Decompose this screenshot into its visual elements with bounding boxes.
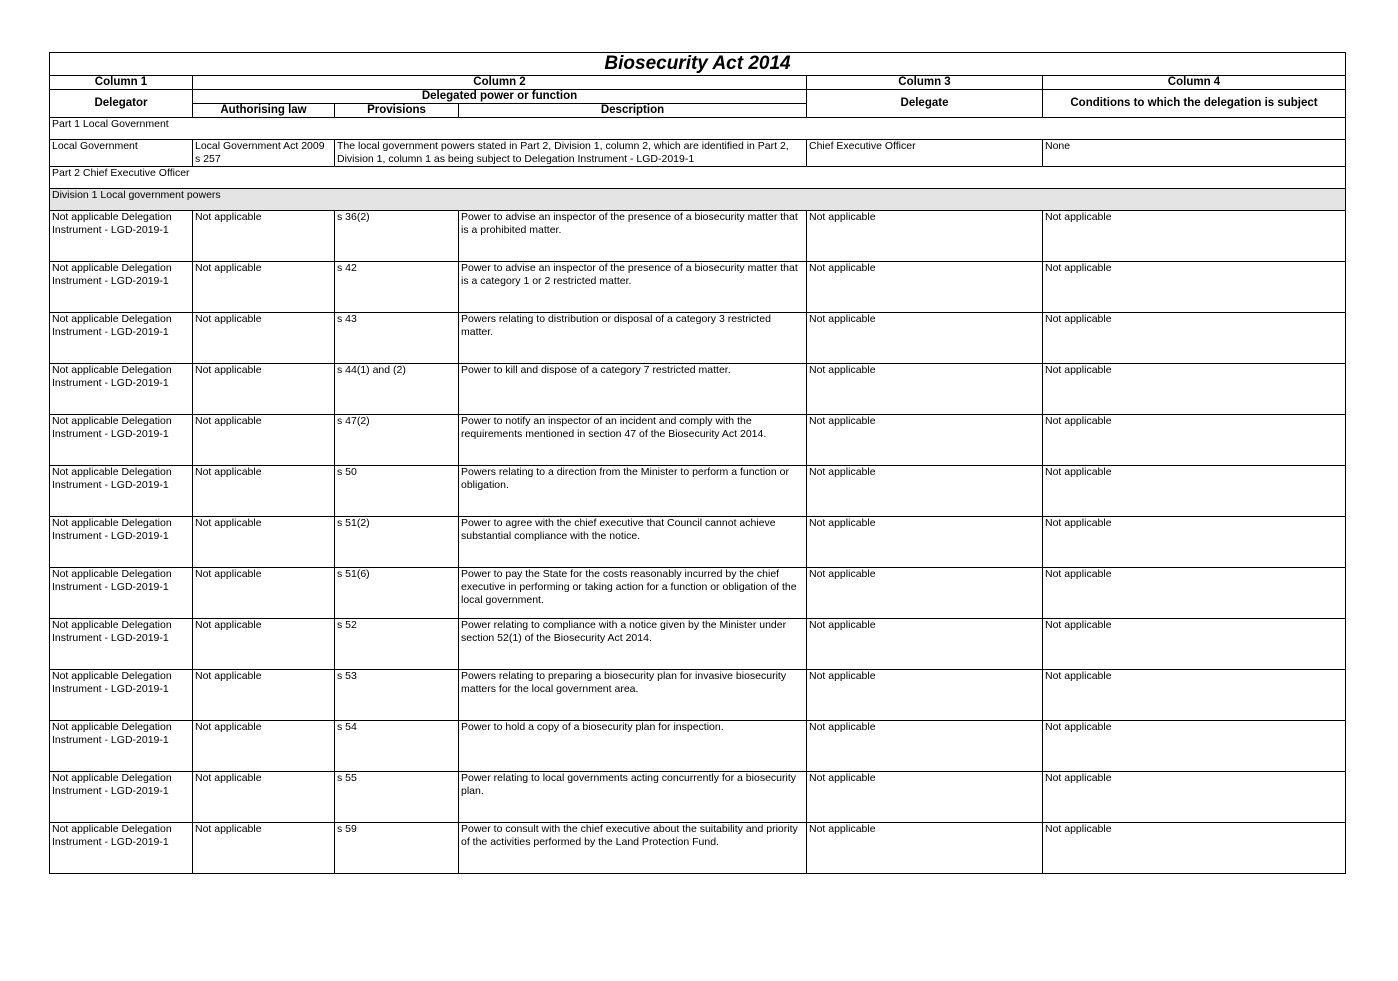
table-row <box>50 364 1346 415</box>
part-2-heading: Part 2 Chief Executive Officer <box>50 167 1346 189</box>
delegator-cell: Not applicable Delegation Instrument - LGD-2019-1 <box>50 262 193 313</box>
column-3-header: Column 3 <box>807 76 1043 90</box>
provision-cell: s 53 <box>335 670 459 721</box>
delegate-cell: Not applicable <box>807 568 1043 619</box>
conditions-cell: Not applicable <box>1043 262 1346 313</box>
table-row <box>50 568 1346 619</box>
description-header: Description <box>459 104 807 118</box>
document-title: Biosecurity Act 2014 <box>50 53 1346 76</box>
authorising-law-cell: Not applicable <box>193 364 335 415</box>
authorising-law-cell: Local Government Act 2009 s 257 <box>193 140 335 167</box>
division-1-heading: Division 1 Local government powers <box>50 189 1346 211</box>
delegator-cell: Not applicable Delegation Instrument - LGD-2019-1 <box>50 568 193 619</box>
delegator-cell: Not applicable Delegation Instrument - LGD-2019-1 <box>50 364 193 415</box>
delegated-power-header: Delegated power or function <box>193 90 807 104</box>
description-cell: Power to agree with the chief executive that Council cannot achieve substantial compliance with the notice. <box>459 517 807 568</box>
column-4-header: Column 4 <box>1043 76 1346 90</box>
authorising-law-cell: Not applicable <box>193 823 335 874</box>
description-cell: Powers relating to preparing a biosecurity plan for invasive biosecurity matters for the local government area. <box>459 670 807 721</box>
column-2-header: Column 2 <box>193 76 807 90</box>
division-1-heading-row <box>50 189 1346 211</box>
authorising-law-cell: Not applicable <box>193 313 335 364</box>
delegate-header: Delegate <box>807 90 1043 118</box>
authorising-law-cell: Not applicable <box>193 262 335 313</box>
delegator-cell: Not applicable Delegation Instrument - LGD-2019-1 <box>50 415 193 466</box>
authorising-law-cell: Not applicable <box>193 619 335 670</box>
table-row <box>50 262 1346 313</box>
authorising-law-cell: Not applicable <box>193 721 335 772</box>
conditions-cell: Not applicable <box>1043 466 1346 517</box>
provision-cell: s 36(2) <box>335 211 459 262</box>
delegator-cell: Not applicable Delegation Instrument - LGD-2019-1 <box>50 466 193 517</box>
delegate-cell: Not applicable <box>807 721 1043 772</box>
description-cell: Power to pay the State for the costs reasonably incurred by the chief executive in performing or taking action for a function or obligation of the local government. <box>459 568 807 619</box>
delegator-cell: Not applicable Delegation Instrument - LGD-2019-1 <box>50 211 193 262</box>
delegator-header: Delegator <box>50 90 193 118</box>
provision-cell: s 51(6) <box>335 568 459 619</box>
provision-cell: s 50 <box>335 466 459 517</box>
authorising-law-cell: Not applicable <box>193 415 335 466</box>
provision-cell: s 43 <box>335 313 459 364</box>
delegate-cell: Not applicable <box>807 313 1043 364</box>
provision-cell: s 59 <box>335 823 459 874</box>
table-row <box>50 619 1346 670</box>
provision-cell: s 42 <box>335 262 459 313</box>
authorising-law-cell: Not applicable <box>193 466 335 517</box>
delegate-cell: Not applicable <box>807 772 1043 823</box>
table-row <box>50 670 1346 721</box>
conditions-cell: Not applicable <box>1043 619 1346 670</box>
delegate-cell: Not applicable <box>807 466 1043 517</box>
delegate-cell: Not applicable <box>807 415 1043 466</box>
conditions-cell: Not applicable <box>1043 313 1346 364</box>
provisions-header: Provisions <box>335 104 459 118</box>
description-cell: Power to kill and dispose of a category 7 restricted matter. <box>459 364 807 415</box>
conditions-cell: Not applicable <box>1043 211 1346 262</box>
part-2-heading-row <box>50 167 1346 189</box>
conditions-cell: Not applicable <box>1043 364 1346 415</box>
delegator-cell: Not applicable Delegation Instrument - LGD-2019-1 <box>50 517 193 568</box>
description-cell: Power to advise an inspector of the presence of a biosecurity matter that is a prohibited matter. <box>459 211 807 262</box>
description-cell: The local government powers stated in Part 2, Division 1, column 2, which are identified in Part 2, Division 1, column 1 as being subject to Delegation Instrument - LGD-2019-1 <box>335 140 807 167</box>
conditions-cell: Not applicable <box>1043 721 1346 772</box>
authorising-law-cell: Not applicable <box>193 772 335 823</box>
authorising-law-cell: Not applicable <box>193 568 335 619</box>
provision-cell: s 54 <box>335 721 459 772</box>
part-1-heading: Part 1 Local Government <box>50 118 1346 140</box>
description-cell: Powers relating to distribution or disposal of a category 3 restricted matter. <box>459 313 807 364</box>
conditions-cell: Not applicable <box>1043 517 1346 568</box>
conditions-cell: None <box>1043 140 1346 167</box>
conditions-cell: Not applicable <box>1043 772 1346 823</box>
table-row <box>50 140 1346 167</box>
delegator-cell: Not applicable Delegation Instrument - LGD-2019-1 <box>50 313 193 364</box>
description-cell: Power to notify an inspector of an incident and comply with the requirements mentioned in section 47 of the Biosecurity Act 2014. <box>459 415 807 466</box>
delegate-cell: Not applicable <box>807 364 1043 415</box>
provision-cell: s 51(2) <box>335 517 459 568</box>
description-cell: Powers relating to a direction from the Minister to perform a function or obligation. <box>459 466 807 517</box>
table-row <box>50 466 1346 517</box>
description-cell: Power to hold a copy of a biosecurity plan for inspection. <box>459 721 807 772</box>
table-row <box>50 517 1346 568</box>
delegation-table <box>49 52 1346 874</box>
part-1-heading-row <box>50 118 1346 140</box>
conditions-cell: Not applicable <box>1043 415 1346 466</box>
description-cell: Power to advise an inspector of the presence of a biosecurity matter that is a category 1 or 2 restricted matter. <box>459 262 807 313</box>
delegate-cell: Not applicable <box>807 823 1043 874</box>
provision-cell: s 47(2) <box>335 415 459 466</box>
delegate-cell: Not applicable <box>807 670 1043 721</box>
provision-cell: s 55 <box>335 772 459 823</box>
conditions-cell: Not applicable <box>1043 670 1346 721</box>
conditions-header: Conditions to which the delegation is subject <box>1043 90 1346 118</box>
provision-cell: s 52 <box>335 619 459 670</box>
description-cell: Power relating to compliance with a notice given by the Minister under section 52(1) of the Biosecurity Act 2014. <box>459 619 807 670</box>
authorising-law-cell: Not applicable <box>193 517 335 568</box>
delegator-cell: Not applicable Delegation Instrument - LGD-2019-1 <box>50 823 193 874</box>
table-row <box>50 772 1346 823</box>
table-row <box>50 823 1346 874</box>
delegate-cell: Chief Executive Officer <box>807 140 1043 167</box>
delegator-cell: Not applicable Delegation Instrument - LGD-2019-1 <box>50 670 193 721</box>
table-row <box>50 415 1346 466</box>
delegator-cell: Not applicable Delegation Instrument - LGD-2019-1 <box>50 772 193 823</box>
delegator-cell: Not applicable Delegation Instrument - LGD-2019-1 <box>50 619 193 670</box>
authorising-law-cell: Not applicable <box>193 670 335 721</box>
conditions-cell: Not applicable <box>1043 823 1346 874</box>
delegator-cell: Not applicable Delegation Instrument - LGD-2019-1 <box>50 721 193 772</box>
column-1-header: Column 1 <box>50 76 193 90</box>
delegate-cell: Not applicable <box>807 262 1043 313</box>
conditions-cell: Not applicable <box>1043 568 1346 619</box>
delegate-cell: Not applicable <box>807 619 1043 670</box>
table-row <box>50 313 1346 364</box>
delegator-cell: Local Government <box>50 140 193 167</box>
provision-cell: s 44(1) and (2) <box>335 364 459 415</box>
description-cell: Power to consult with the chief executive about the suitability and priority of the activities performed by the Land Protection Fund. <box>459 823 807 874</box>
table-row <box>50 211 1346 262</box>
table-row <box>50 721 1346 772</box>
delegate-cell: Not applicable <box>807 517 1043 568</box>
delegate-cell: Not applicable <box>807 211 1043 262</box>
authorising-law-header: Authorising law <box>193 104 335 118</box>
authorising-law-cell: Not applicable <box>193 211 335 262</box>
description-cell: Power relating to local governments acting concurrently for a biosecurity plan. <box>459 772 807 823</box>
